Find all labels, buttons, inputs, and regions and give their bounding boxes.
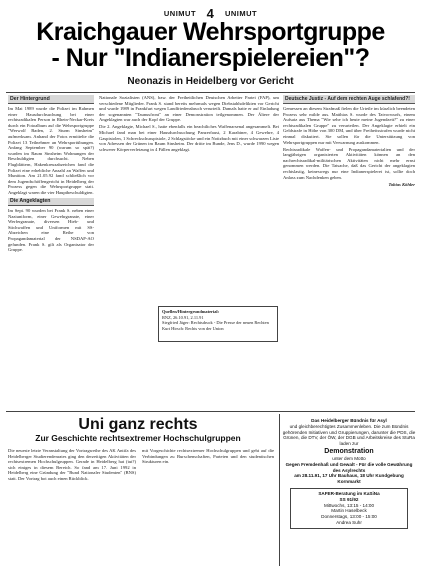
column-1-text: Im Mai 1989 wurde die Polizei im Rahmen einer Hausdurchsuchung bei einer rechtsradikalen Person in Rhein-Neckar-Kreis durch ein Fotoalbum auf die Wehrsportgruppe "Werwolf Baden, 2. Sturm Sinsheim" aufmerksam. Anhand der Fotos ermittelte die Polizei 13 Teilnehmer an Wehrsportübungen. Anfang September 90 (warum so spät?) wurden im Raum Sinsheim Wohnungen der Beschuldigten durchsucht. Neben Flugblättern, Hakenkreuzabzeichen fand die Polizei eine erhebliche Anzahl an Waffen und Munition. Am 21.05.92 fand schließlich vor dem Jugendschöffengericht in Heidelberg der Prozess gegen die Wehrsportgruppe statt. Angeklagt waren die vier Hauptbeschuldigten. <box>8 106 94 195</box>
section-head-angeklagten: Die Angeklagten <box>8 198 94 207</box>
column-3-text: Gemessen an diesem Strafmaß fielen die Urteile im kürzlich beendeten Prozess sehr milde aus. Matthias S. wurde des Tatvorwurfs, einem Aufsatz aus Thema "Wie sehe ich heute meine Jugendzeit?" zu einer rechtsradikalen Gruppe" zu verurteilen. Der Angeklagte erhielt ein Geldstrafe in Höhe von 300 DM, und über Freiheitsstrafen wurde nicht einmal diskutiert. Sie sollen für die Unterstützung von Wehrsportgruppen nur mit Verwarnung auskommen. <box>283 106 415 145</box>
box-head-hintergrund: Der Hintergrund <box>8 95 94 104</box>
advertisement <box>282 418 416 566</box>
source-line: Kurt Hirsch: Rechts von der Union <box>162 325 224 331</box>
ad-box-line: Martin Haselbeck <box>331 508 367 514</box>
page-number: 4 <box>206 6 215 21</box>
column-2-text-2: Die 2. Angeklagte, Michael S., hatte ebenfalls ein beachtliches Waffenarsenal angesammelt. Bei Michael fand man bei einer Hausdurchsuchung Panzerfaust, 2 Karabiner, 4 Gewehre, 4 Gaspistolen, 1 Schreckschusspistole, 2 Schlagstöcke und ein Notizbuch mit einer schwarzen Liste von Adressen der Grünen im Raum Sinsheim. Der dritte im Bunde, Jens D., wurde 1990 wegen schwerer Körperverletzung in 4 Fällen angeklagt. <box>99 124 279 152</box>
column-3 <box>283 95 415 407</box>
lower-text-2: mit Vorgeschichte rechtsextremer Hochschulgruppen und geht auf die Verbindungen zu Burschenschaften, Parteien und den studentischen Strukturen ein. <box>142 448 274 465</box>
header-right: UNIMUT <box>224 9 258 18</box>
lower-text: Die neueste letzte Veranstaltung der Vortragsreihe des AK Antifa des Heidelberger Studierendenrates ging den derzeitigen Aktivitäten der rechtsextremen Hochschulgruppen. Gerade in Heidelberg hat (tut?) sich einiges in diesem Bereich. So fand am 17. Juni 1992 in Heidelberg eine Gründung der "Bund Nationaler Studenten" (BNS) statt. Der Vortrag bot auch einen Rückblick. <box>8 448 136 481</box>
ad-box <box>290 488 408 529</box>
source-line: Quellen/Hintergrundmaterial: <box>162 309 220 314</box>
ad-line: Demonstration <box>324 447 374 455</box>
ad-line: Das Heidelberger Bündnis für Asyl <box>311 418 387 423</box>
vertical-rule <box>279 414 280 566</box>
author-signature: Tobias Köhler <box>388 181 415 187</box>
column-2 <box>99 95 279 301</box>
ad-line: Gegen Fremdenhaß und Gewalt - Für die volle Gewährung des Asylrechts <box>285 461 413 473</box>
source-line: RNZ, 26.10.91, 2.11.91 <box>162 314 204 320</box>
ad-line: und gleichberechtigtes Zusammenleben. Die zum Bündnis gehörenden Initiativen und Gruppierungen, darunter die PDS, die Grünen, die DTV, der ÖW, der DGB und Arbeitskreise des StuRa <box>282 423 416 441</box>
column-2-text: Nationale Sozialisten (ANS), bzw. der Freiheitlichen Deutschen Arbeiter Partei (FAP), um verschiedene Mitglieder. Frank S. stand bereits mehrmals wegen Diebstahlsdelikten vor Gericht und wurde 1989 in Frankfurt wegen Landfriedensbruch verurteilt. Damals hatte er auf Einladung der sogenannten "Taunusfront" an einer Demonstration teilgenommen. Der Ältere der Angeklagten war auch der Kopf der Gruppe. <box>99 95 279 123</box>
header-left: UNIMUT <box>163 9 197 18</box>
ad-box-line: Andrea Suhr <box>336 519 362 525</box>
ad-line: laden zur <box>339 441 359 447</box>
top-rule <box>6 92 415 93</box>
lower-column-1 <box>8 448 136 566</box>
middle-rule <box>6 411 415 412</box>
article-subtitle: Zur Geschichte rechtsextremer Hochschulgruppen <box>35 433 241 443</box>
ad-box-line: SAFER-Beratung im KaSiNa <box>318 490 380 496</box>
article-title: Uni ganz rechts <box>78 416 198 433</box>
ad-box-line: Donnerstags, 13:00 - 15:00 <box>321 514 377 520</box>
ad-line: unter dem Motto <box>332 455 366 461</box>
column-3-text-2: Rechtsradikale Waffen- und Propagandamaterialien und der langjährigen organisierten Aktivitäten können an den nachrechtsradikal-militärischen Aktivitäten nicht mehr ernst genommen werden. Die Tatsache, daß das Gericht der angeklagten rechtslastig, keineswegs nur eine Indianerspielerei ist, sollte doch Anlass zum Nachdenken geben. <box>283 146 415 180</box>
headline-line1: Kraichgauer Wehrsportgruppe <box>36 18 385 46</box>
source-line: Siegfried Jäger: Rechtsdruck - Die Presse der neuen Rechten <box>162 320 269 326</box>
box-head-justiz: Deutsche Justiz - Auf dem rechten Auge schlafend?! <box>283 95 415 104</box>
ad-box-line: SS 91/92 <box>339 496 359 502</box>
headline-line2: - Nur "Indianerspielereien"? <box>51 44 370 72</box>
lower-column-2 <box>142 448 274 566</box>
ad-box-line: Mittwochs, 13:15 - 14:00 <box>323 502 375 508</box>
ad-line: am 28.11.91, 17 Uhr Bauhaus, 18 Uhr Kundgebung Kornmarkt <box>294 473 404 485</box>
column-1 <box>8 95 94 407</box>
source-box <box>158 306 278 342</box>
headline-subtitle: Neonazis in Heidelberg vor Gericht <box>127 76 294 87</box>
column-1-text-2: Im Sept. 90 wurden bei Frank S. neben einer Naziuniform, einer Gewehrgranate, einer Werfergranate, diversen Hieb- und Stichwaffen und Uniformen mit SS-Abzeichen eine Reihe von Propagandamaterial der NSDAP-AO gefunden. Frank S. gilt als Organisator der Gruppe. <box>8 208 94 253</box>
